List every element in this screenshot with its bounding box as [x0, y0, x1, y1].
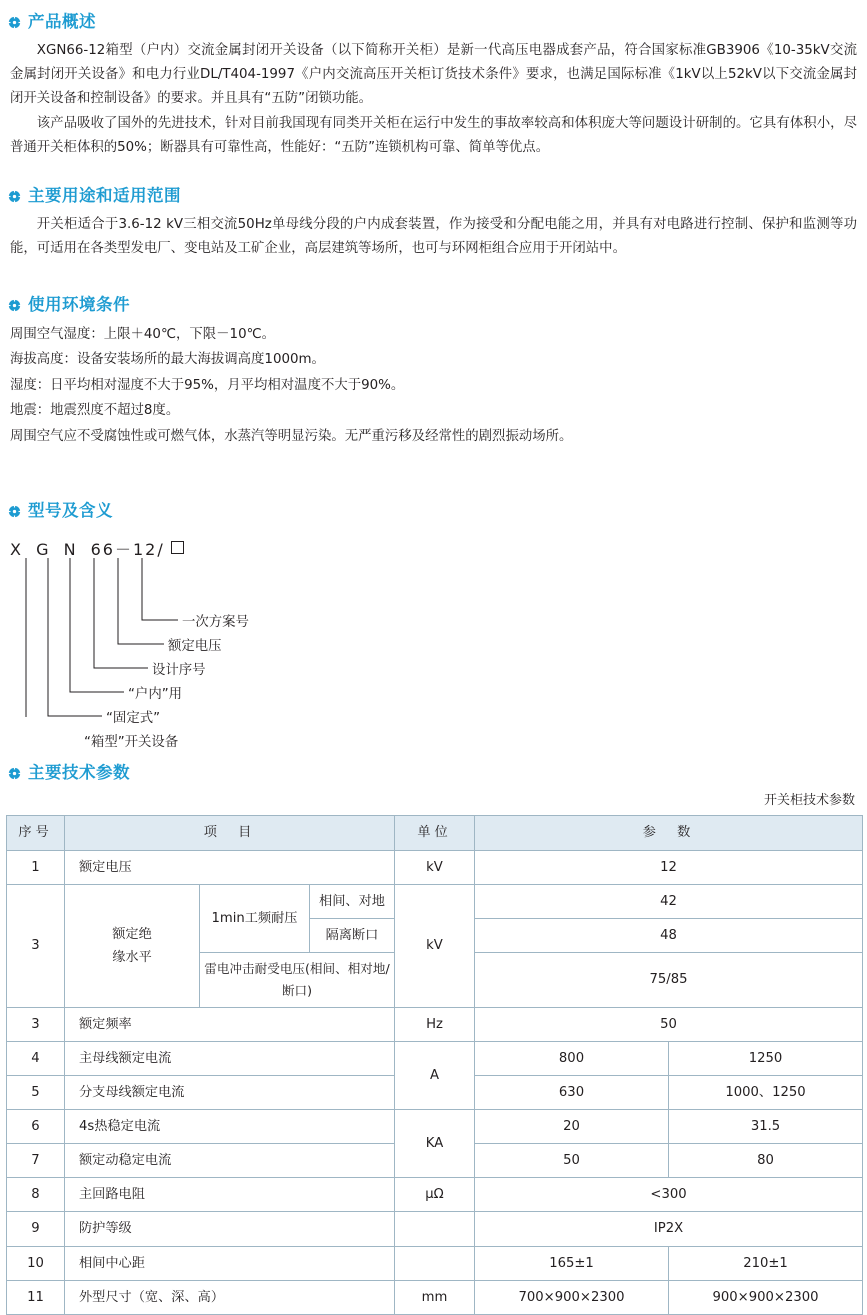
cell-value-2: 210±1: [669, 1246, 863, 1280]
cell-subitem-withstand: 1min工频耐压: [200, 884, 310, 952]
cell-value: IP2X: [475, 1212, 863, 1246]
model-code-part-n: N: [63, 539, 78, 559]
th-item: 项 目: [65, 816, 395, 850]
cell-value-2: 1000、1250: [669, 1076, 863, 1110]
cell-unit: kV: [395, 884, 475, 1007]
model-label-design-no: 设计序号: [152, 662, 206, 678]
section-heading-params: [8, 759, 861, 788]
cell-subitem-isolation: 隔离断口: [310, 918, 395, 952]
section-title: 主要技术参数: [28, 762, 130, 782]
model-code-part-voltage: 66－12/: [90, 539, 165, 559]
cell-item: 4s热稳定电流: [65, 1110, 395, 1144]
model-label-indoor: “户内”用: [128, 686, 183, 702]
section-heading-environment: [8, 291, 861, 320]
section-heading-application: [8, 182, 861, 211]
cell-no: 10: [7, 1246, 65, 1280]
cell-no: 3: [7, 1007, 65, 1041]
gear-icon: [8, 190, 21, 203]
cell-value-1: 165±1: [475, 1246, 669, 1280]
cell-no: 8: [7, 1178, 65, 1212]
cell-unit: A: [395, 1042, 475, 1110]
table-row: [7, 1212, 863, 1246]
cell-no: 6: [7, 1110, 65, 1144]
th-no: 序号: [7, 816, 65, 850]
model-code-part-x: X: [10, 539, 23, 559]
cell-item: 主母线额定电流: [65, 1042, 395, 1076]
cell-no: 7: [7, 1144, 65, 1178]
table-caption: 开关柜技术参数: [763, 792, 855, 808]
cell-subitem-phase: 相间、对地: [310, 884, 395, 918]
cell-value-2: 31.5: [669, 1110, 863, 1144]
cell-subitem-lightning: 雷电冲击耐受电压(相间、相对地/断口): [200, 952, 395, 1007]
cell-unit: mm: [395, 1280, 475, 1314]
section-title: 主要用途和适用范围: [28, 186, 181, 206]
model-code-part-g: G: [36, 539, 51, 559]
cell-item: 额定频率: [65, 1007, 395, 1041]
cell-no: 4: [7, 1042, 65, 1076]
cell-value: <300: [475, 1178, 863, 1212]
cell-value-1: 20: [475, 1110, 669, 1144]
cell-unit: [395, 1246, 475, 1280]
model-label-rated-voltage: 额定电压: [168, 638, 222, 654]
model-label-fixed-type: “固定式”: [106, 710, 161, 726]
environment-line: 海拔高度：设备安装场所的最大海拔调高度1000m。: [10, 352, 325, 368]
section-title: 产品概述: [28, 12, 96, 31]
cell-item: 相间中心距: [65, 1246, 395, 1280]
section-title: 型号及含义: [28, 500, 113, 520]
model-label-scheme-no: 一次方案号: [182, 614, 249, 630]
cell-value-1: 700×900×2300: [475, 1280, 669, 1314]
cell-value-2: 1250: [669, 1042, 863, 1076]
cell-item: 额定电压: [65, 850, 395, 884]
cell-no: 11: [7, 1280, 65, 1314]
model-label-box-type: “箱型”开关设备: [84, 734, 179, 750]
cell-value-1: 630: [475, 1076, 669, 1110]
cell-value-2: 900×900×2300: [669, 1280, 863, 1314]
cell-no: 5: [7, 1076, 65, 1110]
cell-value: 42: [475, 884, 863, 918]
environment-line: 周围空气湿度：上限＋40℃，下限－10℃。: [10, 326, 276, 342]
table-row: [7, 1178, 863, 1212]
cell-unit: KA: [395, 1110, 475, 1178]
overview-paragraph-2: 该产品吸收了国外的先进技术，针对目前我国现有同类开关柜在运行中发生的事故率较高和体积庞大等问题设计研制的。它具有体积小，尽普通开关柜体积的50%；断器具有可靠性高，性能好：“五防”连锁机构可靠、简单等优点。: [10, 116, 857, 156]
environment-line: 周围空气应不受腐蚀性或可燃气体，水蒸汽等明显污染。无严重污移及经常性的剧烈振动场所。: [10, 428, 573, 444]
cell-value-1: 50: [475, 1144, 669, 1178]
cell-no: 3: [7, 884, 65, 1007]
environment-line: 地震：地震烈度不超过8度。: [10, 403, 180, 419]
gear-icon: [8, 767, 21, 780]
cell-unit: Hz: [395, 1007, 475, 1041]
th-unit: 单位: [395, 816, 475, 850]
section-heading-overview: [8, 8, 861, 37]
cell-value-1: 800: [475, 1042, 669, 1076]
table-row: [7, 884, 863, 918]
environment-line: 湿度：日平均相对湿度不大于95%，月平均相对温度不大于90%。: [10, 377, 405, 393]
cell-item: 防护等级: [65, 1212, 395, 1246]
cell-unit: kV: [395, 850, 475, 884]
cell-no: 1: [7, 850, 65, 884]
cell-unit: [395, 1212, 475, 1246]
environment-list: [6, 322, 861, 449]
table-row: [7, 1246, 863, 1280]
overview-paragraph-1: XGN66-12箱型（户内）交流金属封闭开关设备（以下简称开关柜）是新一代高压电器成套产品，符合国家标准GB3906《10-35kV交流金属封闭开关设备》和电力行业DL/T404-1997《户内交流高压开关柜订货技术条件》要求，也满足国际标准《1kV以上52kV以下交流金属封闭开关设备和控制设备》的要求。并且具有“五防”闭锁功能。: [10, 42, 857, 106]
cell-value: 48: [475, 918, 863, 952]
table-row: [7, 850, 863, 884]
table-row: [7, 1007, 863, 1041]
cell-item-group: 额定绝 缘水平: [65, 884, 200, 1007]
table-row: [7, 1042, 863, 1076]
table-row: [7, 1110, 863, 1144]
application-paragraph: 开关柜适合于3.6-12 kV三相交流50Hz单母线分段的户内成套装置，作为接受和分配电能之用，并具有对电路进行控制、保护和监测等功能，可适用在各类型发电厂、变电站及工矿企业，高层建筑等场所，也可与环网柜组合应用于开闭站中。: [10, 217, 857, 256]
cell-value-2: 80: [669, 1144, 863, 1178]
cell-item: 主回路电阻: [65, 1178, 395, 1212]
section-title: 使用环境条件: [28, 294, 130, 314]
section-heading-model: [8, 497, 861, 526]
th-value: 参 数: [475, 816, 863, 850]
table-header-row: [7, 816, 863, 850]
cell-value: 75/85: [475, 952, 863, 1007]
cell-item: 分支母线额定电流: [65, 1076, 395, 1110]
cell-value: 50: [475, 1007, 863, 1041]
gear-icon: [8, 16, 21, 29]
cell-unit: μΩ: [395, 1178, 475, 1212]
gear-icon: [8, 505, 21, 518]
gear-icon: [8, 299, 21, 312]
cell-value: 12: [475, 850, 863, 884]
table-row: [7, 1280, 863, 1314]
cell-no: 9: [7, 1212, 65, 1246]
model-designation-diagram: [6, 532, 861, 750]
cell-item: 外型尺寸（宽、深、高）: [65, 1280, 395, 1314]
spec-table: [6, 815, 863, 1314]
cell-item: 额定动稳定电流: [65, 1144, 395, 1178]
